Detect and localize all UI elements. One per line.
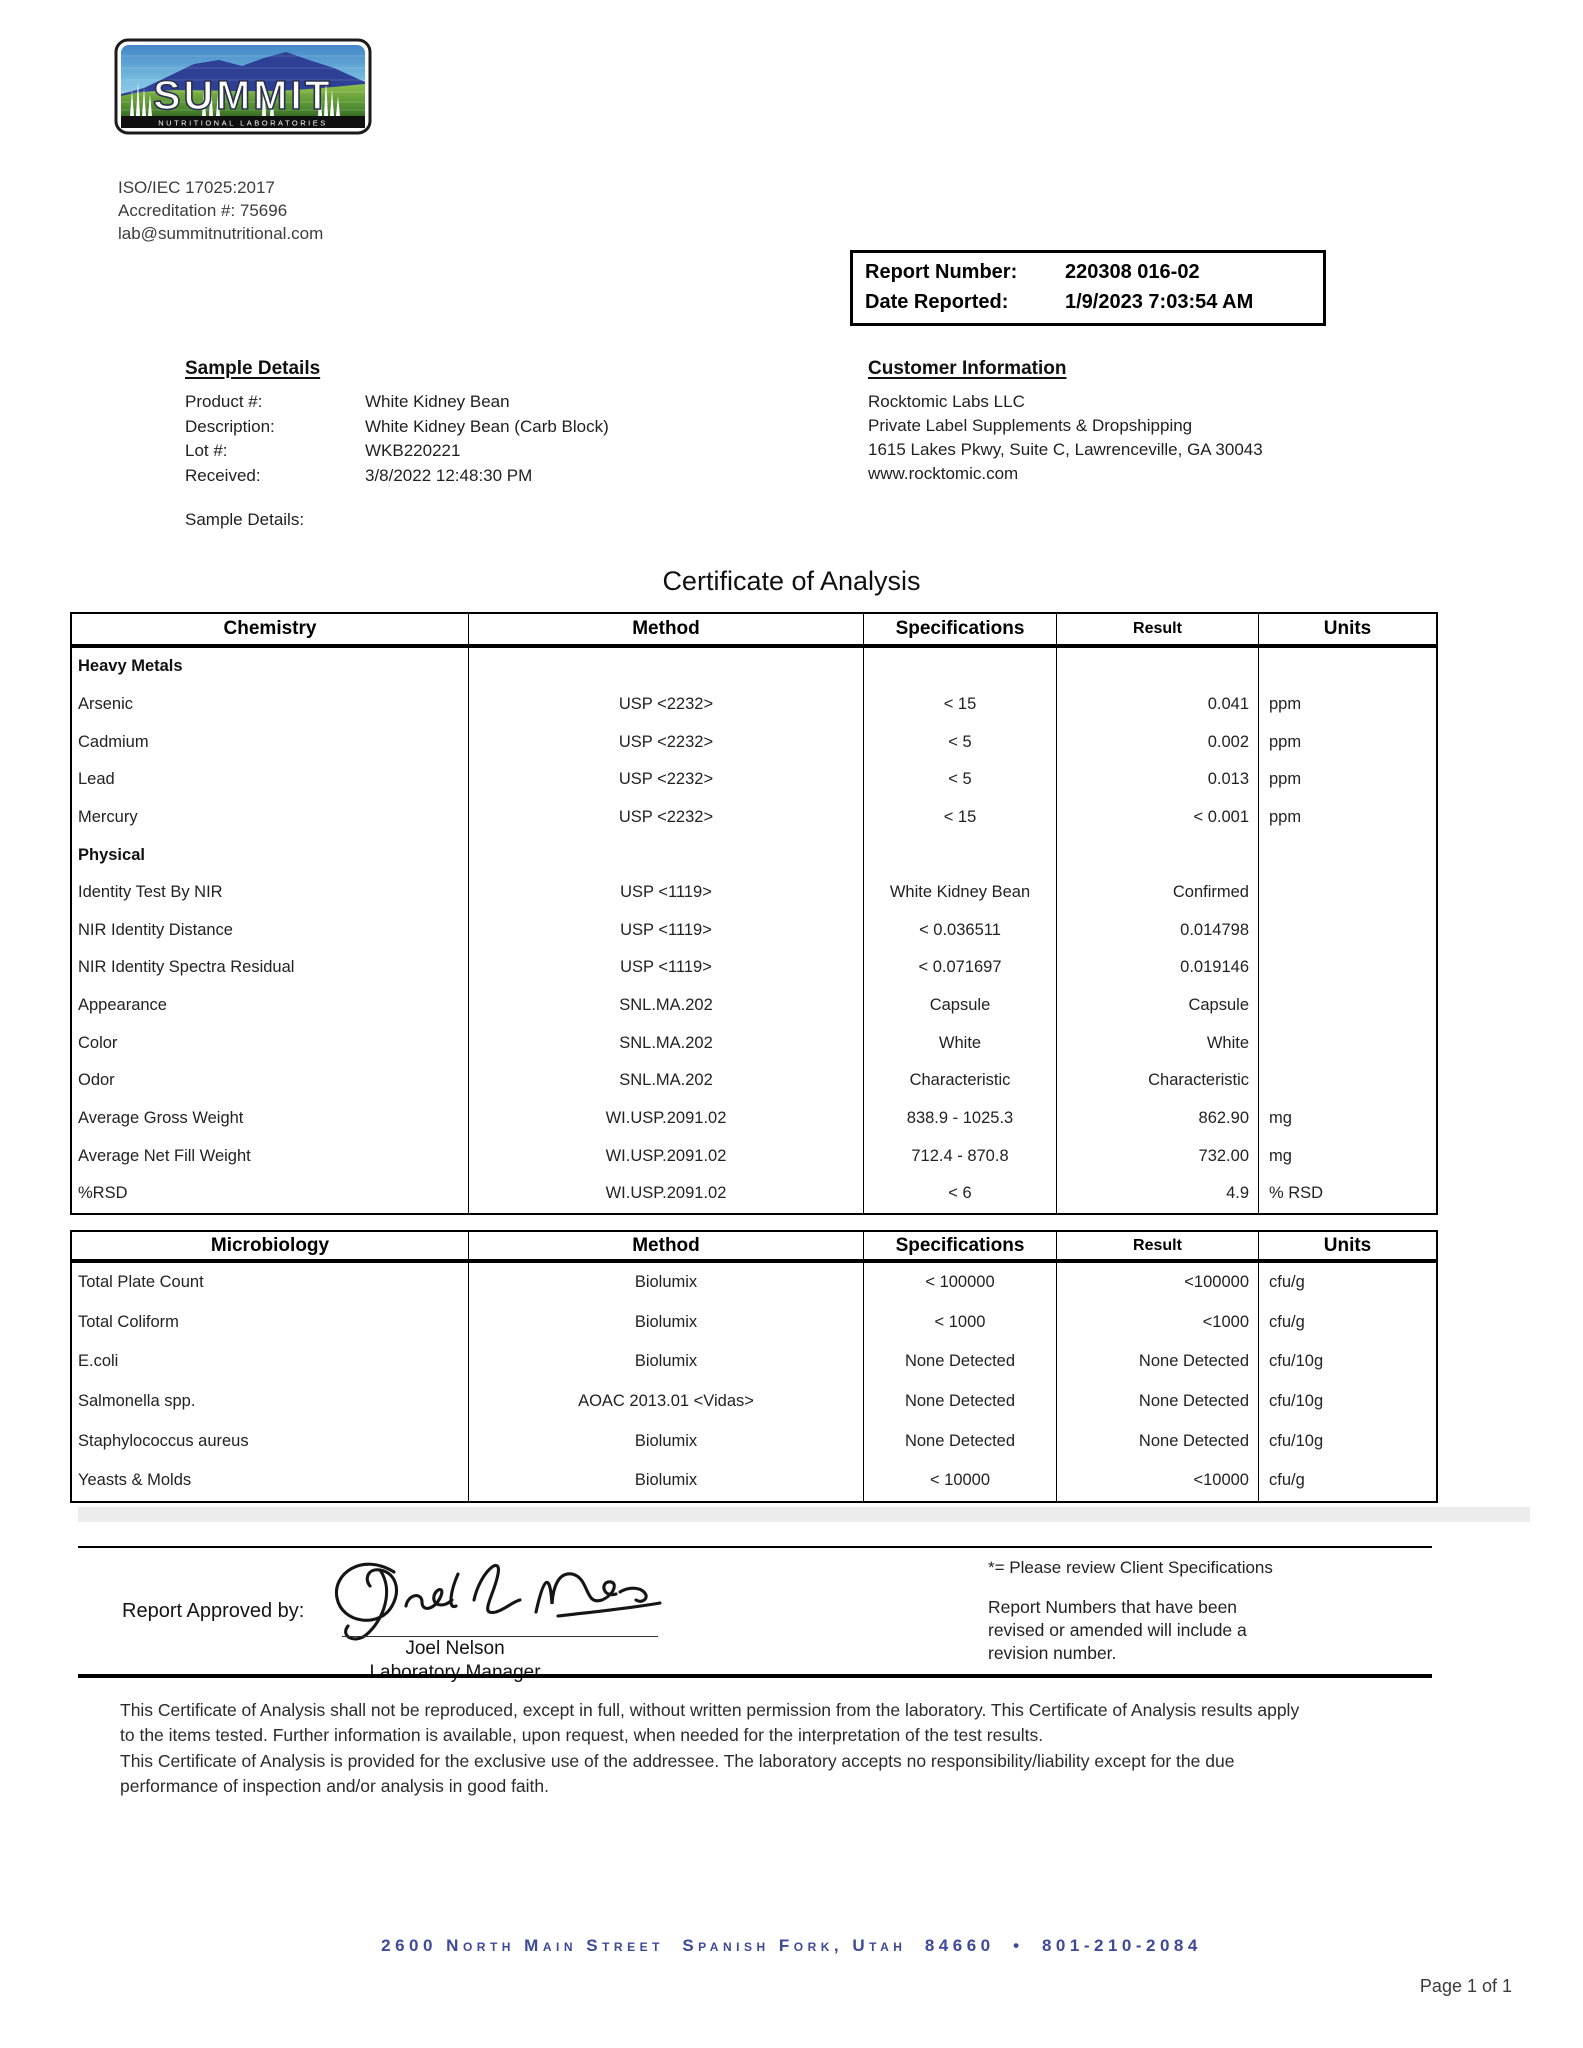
field-label: Description: <box>185 416 275 436</box>
disclaimer-line: performance of inspection and/or analysis in good faith. <box>120 1776 550 1797</box>
customer-info-lines <box>868 390 1263 486</box>
cell-units: ppm <box>1269 807 1302 826</box>
cell-result: None Detected <box>1057 1342 1259 1382</box>
cell-method <box>469 648 864 686</box>
revision-note-line: Report Numbers that have been <box>988 1597 1238 1617</box>
customer-info-block <box>868 358 1263 486</box>
field-value: 3/8/2022 12:48:30 PM <box>365 465 533 485</box>
cell-units: ppm <box>1269 694 1302 713</box>
signer-name: Joel Nelson <box>405 1638 505 1659</box>
cell-spec: 838.9 - 1025.3 <box>864 1100 1057 1138</box>
cell-spec: None Detected <box>864 1382 1057 1422</box>
cell-result: 0.002 <box>1057 723 1259 761</box>
cell-units: cfu/10g <box>1269 1431 1324 1450</box>
summit-logo <box>114 38 374 138</box>
scan-shadow-band <box>78 1507 1530 1522</box>
cell-result: 0.013 <box>1057 761 1259 799</box>
table-row <box>72 1421 1436 1461</box>
field-row <box>185 415 609 440</box>
footer-address: 2600 North Main Street Spanish Fork, Utah 84660 • 801-210-2084 <box>381 1936 1202 1955</box>
field-value: WKB220221 <box>365 441 461 460</box>
table-row <box>72 799 1436 837</box>
microbiology-table-header <box>72 1232 1436 1263</box>
cell-units: cfu/10g <box>1269 1352 1324 1371</box>
table-row <box>72 911 1436 949</box>
header-result: Result <box>1057 1232 1259 1259</box>
cell-spec: < 10000 <box>864 1461 1057 1501</box>
cell-units: % RSD <box>1269 1184 1324 1203</box>
cell-spec: 712.4 - 870.8 <box>864 1137 1057 1175</box>
report-approved-by-label: Report Approved by: <box>122 1600 305 1622</box>
customer-info-heading: Customer Information <box>868 358 1067 379</box>
field-row <box>185 439 609 464</box>
cell-method: USP <1119> <box>469 949 864 987</box>
cell-method: Biolumix <box>469 1303 864 1343</box>
header-method: Method <box>469 1232 864 1259</box>
field-label: Lot #: <box>185 441 228 460</box>
field-row <box>185 390 609 415</box>
cell-name: Cadmium <box>72 723 469 761</box>
cell-method: USP <2232> <box>469 761 864 799</box>
date-reported-row <box>865 287 1323 317</box>
cell-method: WI.USP.2091.02 <box>469 1100 864 1138</box>
cell-units <box>1259 949 1436 987</box>
cell-result: White <box>1057 1024 1259 1062</box>
signer-title: Laboratory Manager <box>369 1662 541 1683</box>
cell-name: NIR Identity Spectra Residual <box>72 949 469 987</box>
table-row <box>72 1175 1436 1213</box>
cell-result: <10000 <box>1057 1461 1259 1501</box>
cell-method: Biolumix <box>469 1342 864 1382</box>
accreditation-line: Accreditation #: 75696 <box>118 201 288 220</box>
lab-info-block <box>118 176 323 245</box>
table-row <box>72 1303 1436 1343</box>
cell-method: SNL.MA.202 <box>469 987 864 1025</box>
cell-name: Physical <box>72 836 469 874</box>
table-row <box>72 1461 1436 1501</box>
cell-name: Lead <box>72 761 469 799</box>
cell-method: Biolumix <box>469 1461 864 1501</box>
field-label: Received: <box>185 465 261 485</box>
cell-method: SNL.MA.202 <box>469 1062 864 1100</box>
table-row <box>72 1100 1436 1138</box>
cell-method: USP <2232> <box>469 686 864 724</box>
header-microbiology: Microbiology <box>72 1232 469 1259</box>
table-row <box>72 1263 1436 1303</box>
microbiology-table-body <box>72 1263 1436 1501</box>
cell-result: None Detected <box>1057 1382 1259 1422</box>
report-number-row <box>865 257 1323 287</box>
cell-result: 4.9 <box>1057 1175 1259 1213</box>
cell-spec: White <box>864 1024 1057 1062</box>
cell-result: Characteristic <box>1057 1062 1259 1100</box>
cell-units <box>1259 648 1436 686</box>
cell-spec: < 100000 <box>864 1263 1057 1303</box>
lab-email: lab@summitnutritional.com <box>118 224 324 243</box>
cell-result: <1000 <box>1057 1303 1259 1343</box>
cell-spec: < 0.071697 <box>864 949 1057 987</box>
cell-units: cfu/g <box>1269 1273 1305 1292</box>
header-chemistry: Chemistry <box>72 614 469 644</box>
cell-name: Average Net Fill Weight <box>72 1137 469 1175</box>
cell-result: 0.019146 <box>1057 949 1259 987</box>
cell-method: WI.USP.2091.02 <box>469 1175 864 1213</box>
cell-result: Capsule <box>1057 987 1259 1025</box>
cell-method: USP <2232> <box>469 799 864 837</box>
cell-units: mg <box>1269 1146 1292 1165</box>
cell-method: WI.USP.2091.02 <box>469 1137 864 1175</box>
cell-spec <box>864 836 1057 874</box>
cell-spec: < 5 <box>864 723 1057 761</box>
report-number-value: 220308 016-02 <box>1065 261 1200 283</box>
revision-note-line: revised or amended will include a <box>988 1620 1247 1640</box>
cell-units <box>1259 1024 1436 1062</box>
report-number-label: Report Number: <box>865 261 1018 283</box>
cell-name: Heavy Metals <box>72 648 469 686</box>
cell-method: Biolumix <box>469 1421 864 1461</box>
iso-line: ISO/IEC 17025:2017 <box>118 178 275 197</box>
cell-method: SNL.MA.202 <box>469 1024 864 1062</box>
cell-name: NIR Identity Distance <box>72 911 469 949</box>
customer-info-line: 1615 Lakes Pkwy, Suite C, Lawrenceville, GA 30043 <box>868 440 1263 459</box>
cell-result: Confirmed <box>1057 874 1259 912</box>
cell-name: %RSD <box>72 1175 469 1213</box>
cell-units <box>1259 836 1436 874</box>
customer-info-line: Rocktomic Labs LLC <box>868 392 1025 411</box>
cell-spec: Characteristic <box>864 1062 1057 1100</box>
table-row <box>72 1342 1436 1382</box>
cell-result: <100000 <box>1057 1263 1259 1303</box>
customer-info-line: Private Label Supplements & Dropshipping <box>868 416 1193 435</box>
cell-units: cfu/g <box>1269 1312 1305 1331</box>
cell-name: Yeasts & Molds <box>72 1461 469 1501</box>
cell-spec: Capsule <box>864 987 1057 1025</box>
header-method: Method <box>469 614 864 644</box>
table-row <box>72 761 1436 799</box>
cell-units <box>1259 987 1436 1025</box>
table-row <box>72 686 1436 724</box>
cell-spec: < 5 <box>864 761 1057 799</box>
cell-name: Color <box>72 1024 469 1062</box>
cell-spec: None Detected <box>864 1421 1057 1461</box>
signature-line <box>342 1636 658 1637</box>
cell-method: USP <1119> <box>469 874 864 912</box>
revision-note <box>988 1596 1247 1665</box>
customer-info-line: www.rocktomic.com <box>868 464 1019 483</box>
cell-result <box>1057 648 1259 686</box>
cell-units <box>1259 1062 1436 1100</box>
table-section-row <box>72 836 1436 874</box>
summit-logo-graphic <box>114 38 372 135</box>
cell-spec: < 1000 <box>864 1303 1057 1343</box>
signature-joel-nelson <box>322 1548 667 1643</box>
header-specifications: Specifications <box>864 1232 1057 1259</box>
sample-details-block <box>185 358 609 488</box>
cell-units <box>1259 874 1436 912</box>
table-row <box>72 723 1436 761</box>
cell-units: mg <box>1269 1109 1292 1127</box>
cell-name: Total Coliform <box>72 1303 469 1343</box>
sample-details-extra-label: Sample Details: <box>185 510 305 529</box>
cell-spec: < 15 <box>864 799 1057 837</box>
sample-details-heading: Sample Details <box>185 358 321 379</box>
disclaimer-text <box>120 1698 1460 1800</box>
disclaimer-divider <box>78 1674 1432 1678</box>
disclaimer-line: This Certificate of Analysis is provided for the exclusive use of the addressee. The laboratory accepts no responsibility/liability except for the due <box>120 1750 1235 1771</box>
cell-result: 0.014798 <box>1057 911 1259 949</box>
cell-name: E.coli <box>72 1342 469 1382</box>
chemistry-table-body <box>72 648 1436 1213</box>
cell-name: Identity Test By NIR <box>72 874 469 912</box>
chemistry-table <box>70 612 1438 1215</box>
date-reported-label: Date Reported: <box>865 291 1009 313</box>
cell-units: cfu/g <box>1269 1471 1305 1490</box>
client-spec-note: *= Please review Client Specifications <box>988 1558 1273 1577</box>
table-row <box>72 874 1436 912</box>
field-value: White Kidney Bean <box>365 392 510 411</box>
cell-units <box>1259 911 1436 949</box>
page-title: Certificate of Analysis <box>662 566 921 596</box>
table-row <box>72 1024 1436 1062</box>
cell-units: cfu/10g <box>1269 1392 1324 1411</box>
signature-section-divider <box>78 1546 1432 1548</box>
cell-result: 0.041 <box>1057 686 1259 724</box>
revision-note-line: revision number. <box>988 1643 1117 1663</box>
cell-name: Salmonella spp. <box>72 1382 469 1422</box>
page-number: Page 1 of 1 <box>1419 1976 1512 1996</box>
table-row <box>72 987 1436 1025</box>
table-row <box>72 1137 1436 1175</box>
table-row <box>72 1382 1436 1422</box>
logo-title: SUMMIT <box>153 72 333 118</box>
date-reported-value: 1/9/2023 7:03:54 AM <box>1065 291 1254 313</box>
cell-name: Mercury <box>72 799 469 837</box>
report-number-box <box>850 250 1326 326</box>
cell-result: < 0.001 <box>1057 799 1259 837</box>
cell-method: Biolumix <box>469 1263 864 1303</box>
field-label: Product #: <box>185 392 263 411</box>
cell-spec: < 0.036511 <box>864 911 1057 949</box>
cell-spec: < 15 <box>864 686 1057 724</box>
disclaimer-line: This Certificate of Analysis shall not be reproduced, except in full, without written permission from the laboratory. This Certificate of Analysis results apply <box>120 1700 1300 1720</box>
disclaimer-line: to the items tested. Further information is available, upon request, when needed for the interpretation of the test results. <box>120 1725 1044 1746</box>
cell-spec: White Kidney Bean <box>864 874 1057 912</box>
cell-result <box>1057 836 1259 874</box>
header-units: Units <box>1323 1234 1372 1256</box>
cell-units: ppm <box>1269 732 1302 751</box>
cell-method: AOAC 2013.01 <Vidas> <box>469 1382 864 1422</box>
cell-name: Arsenic <box>72 686 469 724</box>
microbiology-table <box>70 1230 1438 1503</box>
field-row <box>185 464 609 489</box>
table-row <box>72 1062 1436 1100</box>
cell-name: Odor <box>72 1062 469 1100</box>
cell-result: 862.90 <box>1057 1100 1259 1138</box>
cell-spec: None Detected <box>864 1342 1057 1382</box>
cell-result: 732.00 <box>1057 1137 1259 1175</box>
cell-name: Total Plate Count <box>72 1263 469 1303</box>
header-specifications: Specifications <box>864 614 1057 644</box>
cell-spec <box>864 648 1057 686</box>
cell-name: Average Gross Weight <box>72 1100 469 1138</box>
cell-result: None Detected <box>1057 1421 1259 1461</box>
chemistry-table-header <box>72 614 1436 648</box>
header-units: Units <box>1323 618 1372 639</box>
cell-name: Appearance <box>72 987 469 1025</box>
cell-name: Staphylococcus aureus <box>72 1421 469 1461</box>
logo-subtitle: NUTRITIONAL LABORATORIES <box>158 118 328 128</box>
cell-spec: < 6 <box>864 1175 1057 1213</box>
cell-method <box>469 836 864 874</box>
table-row <box>72 949 1436 987</box>
cell-method: USP <2232> <box>469 723 864 761</box>
field-value: White Kidney Bean (Carb Block) <box>365 416 609 436</box>
cell-method: USP <1119> <box>469 911 864 949</box>
sample-details-fields <box>185 390 609 488</box>
cell-units: ppm <box>1269 770 1302 789</box>
header-result: Result <box>1057 614 1259 644</box>
table-section-row <box>72 648 1436 686</box>
